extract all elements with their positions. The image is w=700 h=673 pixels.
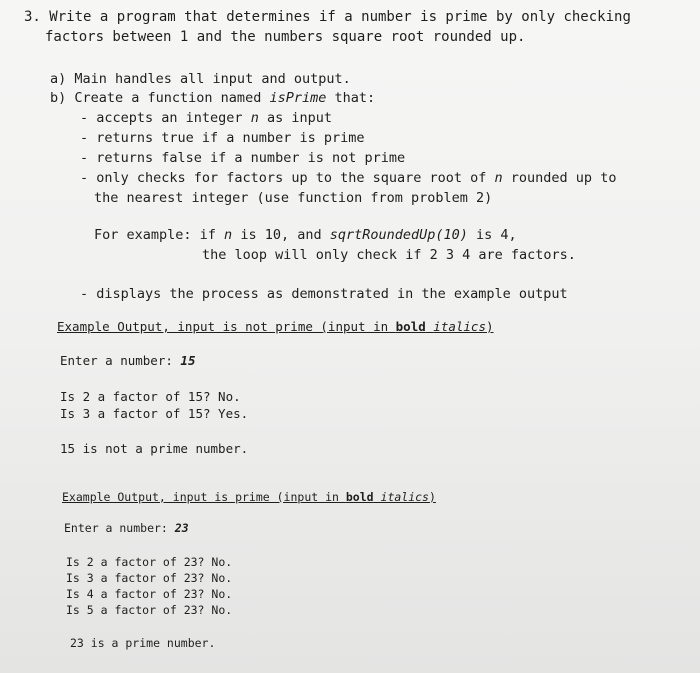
bullet-returns-true: - returns true if a number is prime bbox=[80, 130, 365, 146]
example1-prompt: Enter a number: 15 bbox=[60, 353, 196, 368]
example1-check-1: Is 2 a factor of 15? No. bbox=[60, 389, 241, 404]
problem-line-2: factors between 1 and the numbers square root rounded up. bbox=[45, 29, 526, 45]
requirement-a: a) Main handles all input and output. bbox=[50, 71, 351, 87]
bullet-accepts: - accepts an integer n as input bbox=[80, 110, 332, 126]
example2-prompt: Enter a number: 23 bbox=[64, 521, 189, 535]
example-note-line-1: For example: if n is 10, and sqrtRoundedUp(10) is 4, bbox=[94, 227, 517, 243]
example-note-line-2: the loop will only check if 2 3 4 are factors. bbox=[202, 247, 576, 263]
example1-check-2: Is 3 a factor of 15? Yes. bbox=[60, 406, 249, 421]
bullet-sqrt-line-2: the nearest integer (use function from problem 2) bbox=[94, 190, 493, 206]
example2-result: 23 is a prime number. bbox=[70, 636, 216, 650]
example2-heading: Example Output, input is prime (input in bold italics) bbox=[62, 490, 436, 504]
problem-line-1: 3. Write a program that determines if a number is prime by only checking bbox=[24, 9, 631, 25]
bullet-returns-false: - returns false if a number is not prime bbox=[80, 150, 406, 166]
example2-check-2: Is 3 a factor of 23? No. bbox=[66, 571, 233, 585]
example2-check-3: Is 4 a factor of 23? No. bbox=[66, 587, 233, 601]
example2-check-1: Is 2 a factor of 23? No. bbox=[66, 555, 233, 569]
example2-check-4: Is 5 a factor of 23? No. bbox=[66, 603, 233, 617]
displays-bullet: - displays the process as demonstrated in the example output bbox=[80, 286, 568, 302]
example1-heading: Example Output, input is not prime (input in bold italics) bbox=[57, 319, 494, 334]
bullet-sqrt: - only checks for factors up to the square root of n rounded up to bbox=[80, 170, 617, 186]
requirement-b: b) Create a function named isPrime that: bbox=[50, 90, 376, 106]
example1-result: 15 is not a prime number. bbox=[60, 441, 249, 456]
